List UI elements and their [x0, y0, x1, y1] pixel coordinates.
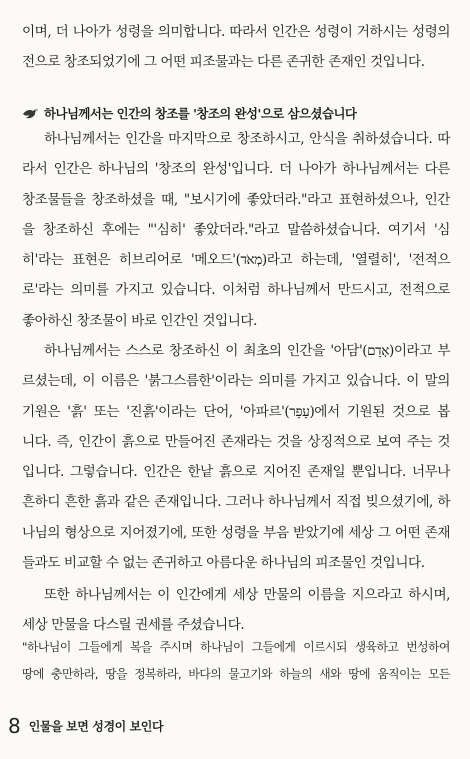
text-line: 이며, 더 나아가 성령을 의미합니다. 따라서 인간은 성령이 거하시는 성령의	[22, 24, 450, 40]
text-line: 하나님께서는 스스로 창조하신 이 최초의 인간을 '아담'(אָדָם)이라고 부	[44, 343, 450, 359]
text-line: 세상 만물을 다스릴 권세를 주셨습니다.	[22, 617, 245, 634]
page-footer	[8, 714, 163, 738]
paragraph-1	[22, 124, 450, 336]
book-title: 인물을 보면 성경이 보인다	[28, 719, 164, 734]
text-line: 니다. 즉, 인간이 흙으로 만들어진 존재라는 것을 상징적으로 보여 주는 것	[22, 433, 450, 450]
dove-icon	[22, 107, 39, 120]
text-line: 하나님께서는 인간을 마지막으로 창조하시고, 안식을 취하셨습니다. 따	[44, 131, 450, 147]
text-line: 창조물들을 창조하셨을 때, "보시기에 좋았더라."라고 표현하셨으나, 인간	[22, 191, 450, 208]
text-line: 또한 하나님께서는 이 인간에게 세상 만물의 이름을 지으라고 하시며,	[44, 587, 450, 603]
text-line: 전으로 창조되었기에 그 어떤 피조물과는 다른 존귀한 존재인 것입니다.	[22, 54, 425, 71]
paragraph-top	[22, 17, 450, 78]
paragraph-2	[22, 336, 450, 578]
quote-line: 땅에 충만하라, 땅을 정복하라, 바다의 물고기와 하늘의 새와 땅에 움직이는 모든	[22, 667, 450, 681]
text-line: 르셨는데, 이 이름은 '붉그스름한'이라는 의미를 가지고 있습니다. 이 말의	[22, 373, 450, 390]
text-line: 히'라는 표현은 히브리어로 '메오드'(מְאֹד)라고 하는데, '열렬히', '전적으	[22, 252, 450, 269]
page-number: 8	[8, 714, 21, 738]
text-line: 라서 인간은 하나님의 '창조의 완성'입니다. 더 나아가 하나님께서는 다른	[22, 161, 450, 178]
text-line: 기원은 '흙' 또는 '진흙'이라는 단어, '아파르'(עָפָר)에서 기원된 것으로 봅	[22, 403, 450, 420]
scripture-quote	[22, 634, 450, 688]
section-heading	[22, 104, 452, 122]
paragraph-3	[22, 580, 450, 641]
text-line: 로'라는 의미를 가지고 있습니다. 이처럼 하나님께서 만드시고, 전적으로	[22, 282, 450, 299]
quote-line: "하나님이 그들에게 복을 주시며 하나님이 그들에게 이르시되 생육하고 번성하여	[22, 640, 450, 654]
text-line: 나님의 형상으로 지어졌기에, 또한 성령을 부음 받았기에 세상 그 어떤 존재	[22, 524, 450, 541]
section-heading-text: 하나님께서는 인간의 창조를 '창조의 완성'으로 삼으셨습니다	[44, 106, 357, 121]
text-line: 을 창조하신 후에는 "'심히' 좋았더라."라고 말씀하셨습니다. 여기서 '심	[22, 221, 450, 238]
text-line: 입니다. 그렇습니다. 인간은 한낱 흙으로 지어진 존재일 뿐입니다. 너무나	[22, 464, 450, 481]
text-line: 흔하디 흔한 흙과 같은 존재입니다. 그러나 하나님께서 직접 빚으셨기에, 하	[22, 494, 450, 511]
text-line: 좋아하신 창조물이 바로 인간인 것입니다.	[22, 312, 257, 329]
text-line: 들과도 비교할 수 없는 존귀하고 아름다운 하나님의 피조물인 것입니다.	[22, 555, 425, 572]
